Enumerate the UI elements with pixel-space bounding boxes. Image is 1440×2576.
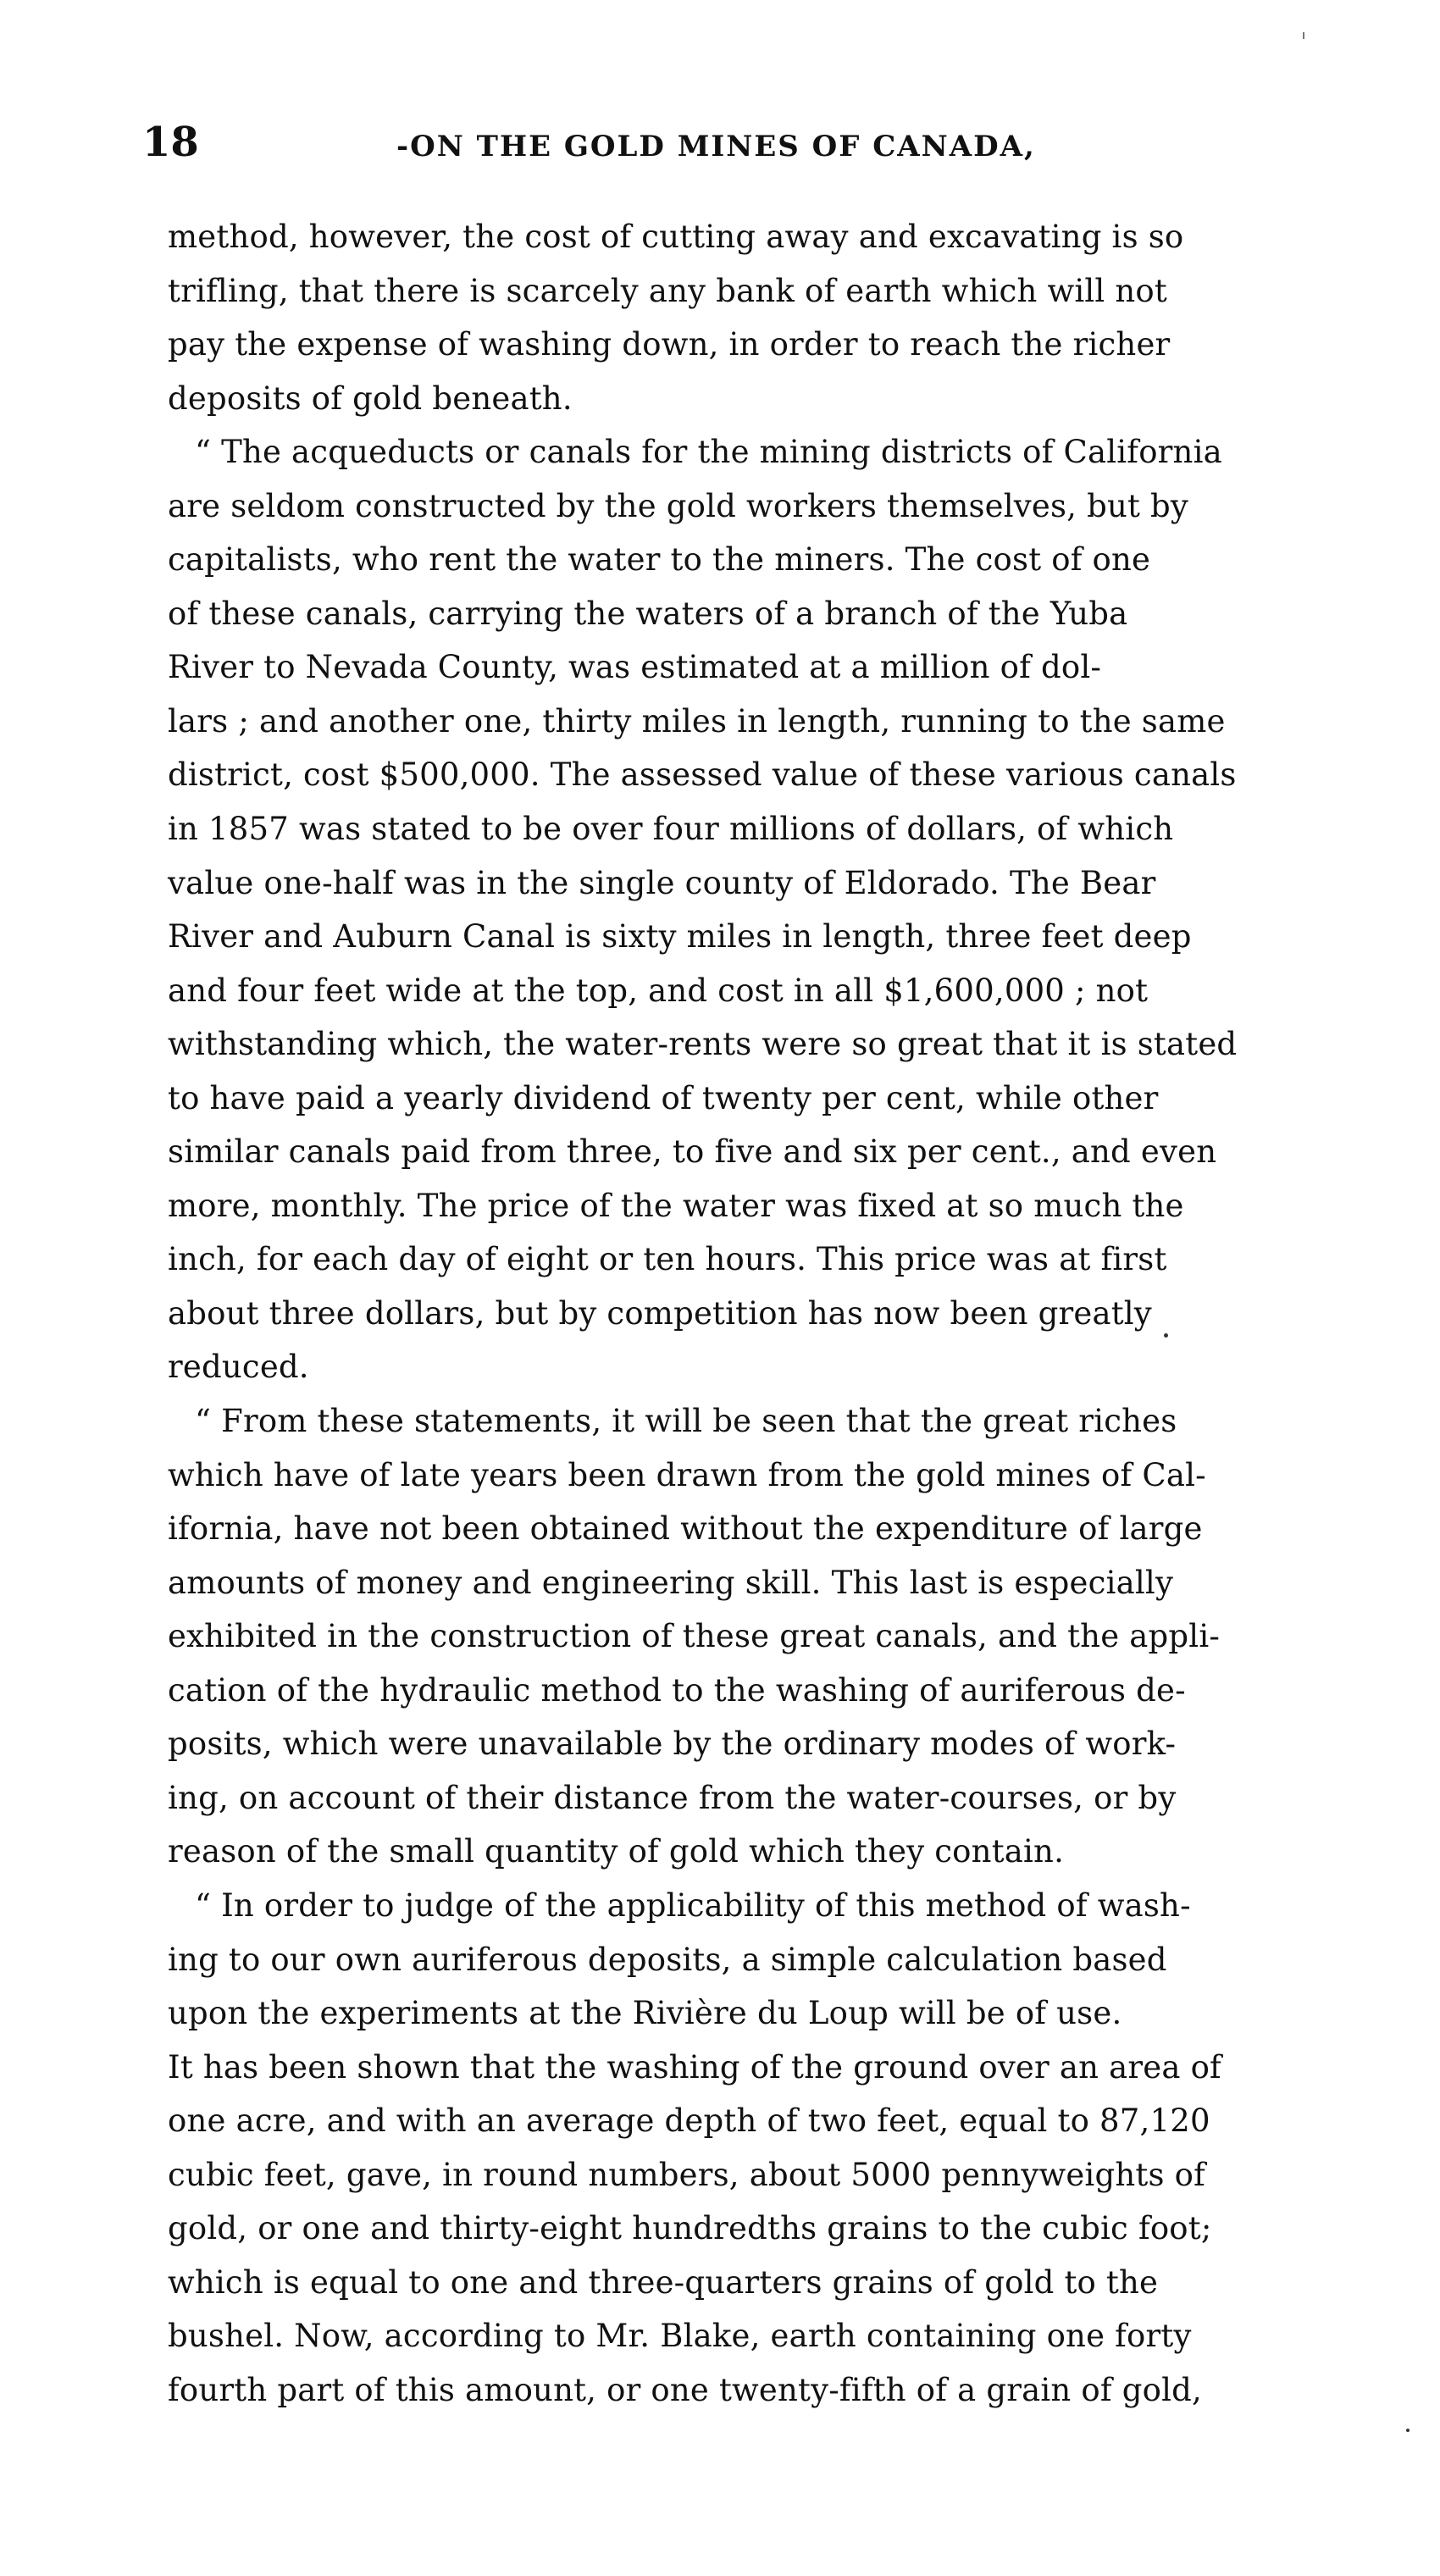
text-line: “ The acqueducts or canals for the mining districts of California — [195, 434, 1222, 471]
text-line: River to Nevada County, was estimated at a million of dol- — [168, 649, 1102, 686]
text-line: and four feet wide at the top, and cost in all $1,600,000 ; not — [168, 972, 1149, 1009]
text-line: which is equal to one and three-quarters grains of gold to the — [168, 2263, 1159, 2301]
text-line: amounts of money and engineering skill. This last is especially — [168, 1564, 1174, 1601]
text-line: fourth part of this amount, or one twenty-fifth of a grain of gold, — [168, 2371, 1202, 2408]
text-line: River and Auburn Canal is sixty miles in length, three feet deep — [168, 918, 1192, 956]
running-title: -ON THE GOLD MINES OF CANADA, — [396, 130, 1036, 163]
text-line: similar canals paid from three, to five and six per cent., and even — [168, 1133, 1217, 1171]
page-speck — [1303, 32, 1304, 39]
text-line: which have of late years been drawn from the gold mines of Cal- — [168, 1456, 1206, 1493]
text-line: reduced. — [168, 1349, 309, 1386]
text-line: in 1857 was stated to be over four millions of dollars, of which — [168, 811, 1174, 848]
page-header — [142, 117, 1328, 176]
page-number: 18 — [142, 119, 199, 166]
text-line: one acre, and with an average depth of two feet, equal to 87,120 — [168, 2102, 1210, 2140]
text-line: ifornia, have not been obtained without the expenditure of large — [168, 1510, 1203, 1548]
text-line: posits, which were unavailable by the ordinary modes of work- — [168, 1726, 1177, 1763]
text-line: value one-half was in the single county of Eldorado. The Bear — [168, 864, 1156, 901]
text-line: ing to our own auriferous deposits, a simple calculation based — [168, 1941, 1167, 1978]
text-line: about three dollars, but by competition has now been greatly — [168, 1294, 1152, 1332]
text-line: of these canals, carrying the waters of a branch of the Yuba — [168, 595, 1128, 632]
text-line: reason of the small quantity of gold which they contain. — [168, 1833, 1065, 1870]
text-line: to have paid a yearly dividend of twenty per cent, while other — [168, 1079, 1159, 1116]
text-line: more, monthly. The price of the water was fixed at so much the — [168, 1187, 1184, 1224]
body-text — [168, 210, 1294, 2417]
text-line: cation of the hydraulic method to the washing of auriferous de- — [168, 1671, 1186, 1709]
text-line: ing, on account of their distance from the water-courses, or by — [168, 1779, 1177, 1816]
text-line: exhibited in the construction of these great canals, and the appli- — [168, 1618, 1221, 1655]
text-line: upon the experiments at the Rivière du Loup will be of use. — [168, 1995, 1122, 2032]
text-line: bushel. Now, according to Mr. Blake, earth containing one forty — [168, 2318, 1192, 2355]
text-line: It has been shown that the washing of the ground over an area of — [168, 2048, 1221, 2086]
text-line: pay the expense of washing down, in order to reach the richer — [168, 326, 1171, 363]
text-line: “ In order to judge of the applicability of this method of wash- — [195, 1886, 1191, 1924]
text-line: withstanding which, the water-rents were so great that it is stated — [168, 1026, 1238, 1063]
text-line: capitalists, who rent the water to the miners. The cost of one — [168, 541, 1151, 579]
text-line: method, however, the cost of cutting away and excavating is so — [168, 219, 1184, 255]
text-line: cubic feet, gave, in round numbers, about 5000 pennyweights of — [168, 2156, 1205, 2193]
page-speck — [1406, 2429, 1410, 2432]
text-line: trifling, that there is scarcely any bank of earth which will not — [168, 272, 1167, 309]
text-line: lars ; and another one, thirty miles in length, running to the same — [168, 702, 1226, 740]
text-line: gold, or one and thirty-eight hundredths grains to the cubic foot; — [168, 2210, 1212, 2247]
text-line: district, cost $500,000. The assessed value of these various canals — [168, 756, 1237, 794]
text-line: are seldom constructed by the gold workers themselves, but by — [168, 487, 1189, 524]
text-line: “ From these statements, it will be seen that the great riches — [195, 1403, 1177, 1440]
text-line: inch, for each day of eight or ten hours. This price was at first — [168, 1241, 1167, 1278]
text-line: deposits of gold beneath. — [168, 379, 573, 417]
